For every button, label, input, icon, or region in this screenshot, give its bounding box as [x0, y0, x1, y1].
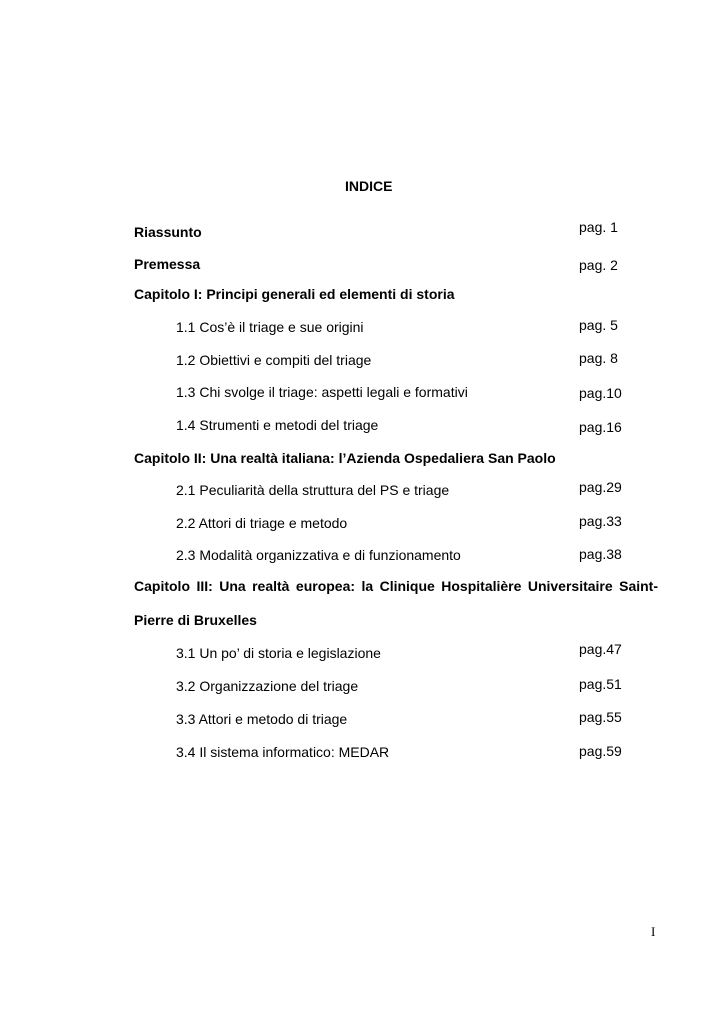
toc-entry-2-1-label: 2.1 Peculiarità della struttura del PS e triage	[176, 482, 450, 498]
toc-chapter-3-word: Saint-	[619, 578, 658, 594]
toc-entry-2-2-label: 2.2 Attori di triage e metodo	[176, 515, 348, 531]
toc-entry-riassunto-label: Riassunto	[134, 224, 202, 240]
toc-entry-2-3-page: pag.38	[579, 546, 622, 562]
toc-entry-3-4-label: 3.4 Il sistema informatico: MEDAR	[176, 744, 390, 760]
toc-entry-3-2-label: 3.2 Organizzazione del triage	[176, 678, 359, 694]
toc-chapter-3-word: Clinique	[379, 578, 435, 594]
toc-chapter-3-word: III:	[196, 578, 213, 594]
toc-entry-2-1-page: pag.29	[579, 479, 622, 495]
toc-chapter-3-line2: Pierre di Bruxelles	[134, 612, 257, 628]
toc-entry-3-4-page: pag.59	[579, 743, 622, 759]
toc-entry-1-4-page: pag.16	[579, 419, 622, 435]
toc-chapter-3-word: Capitolo	[134, 578, 190, 594]
toc-entry-3-1-label: 3.1 Un po’ di storia e legislazione	[176, 645, 381, 661]
toc-chapter-3-word: realtà	[252, 578, 290, 594]
toc-entry-3-3-page: pag.55	[579, 709, 622, 725]
toc-chapter-3-word: Hospitalière	[441, 578, 522, 594]
toc-entry-riassunto-page: pag. 1	[579, 219, 618, 235]
toc-chapter-1: Capitolo I: Principi generali ed elementi di storia	[134, 286, 455, 302]
toc-chapter-3-word: la	[361, 578, 374, 594]
toc-chapter-3-word: Una	[219, 578, 246, 594]
toc-entry-3-2-page: pag.51	[579, 676, 622, 692]
toc-entry-3-1-page: pag.47	[579, 641, 622, 657]
toc-entry-1-1-label: 1.1 Cos’è il triage e sue origini	[176, 319, 364, 335]
toc-chapter-3-word: europea:	[295, 578, 356, 594]
toc-entry-1-2-label: 1.2 Obiettivi e compiti del triage	[176, 352, 372, 368]
toc-chapter-3-word: Universitaire	[527, 578, 613, 594]
toc-entry-1-1-page: pag. 5	[579, 317, 618, 333]
toc-entry-1-2-page: pag. 8	[579, 350, 618, 366]
toc-entry-1-3-page: pag.10	[579, 385, 622, 401]
toc-chapter-2: Capitolo II: Una realtà italiana: l’Azienda Ospedaliera San Paolo	[134, 450, 556, 466]
toc-entry-1-3-label: 1.3 Chi svolge il triage: aspetti legali e formativi	[176, 384, 468, 400]
toc-entry-3-3-label: 3.3 Attori e metodo di triage	[176, 711, 348, 727]
toc-entry-1-4-label: 1.4 Strumenti e metodi del triage	[176, 417, 379, 433]
page-title: INDICE	[345, 178, 393, 194]
toc-chapter-3-line1	[134, 578, 658, 594]
toc-entry-premessa-label: Premessa	[134, 256, 201, 272]
toc-entry-2-2-page: pag.33	[579, 513, 622, 529]
toc-entry-2-3-label: 2.3 Modalità organizzativa e di funzionamento	[176, 547, 461, 563]
toc-entry-premessa-page: pag. 2	[579, 257, 618, 273]
page-number: I	[651, 924, 656, 939]
